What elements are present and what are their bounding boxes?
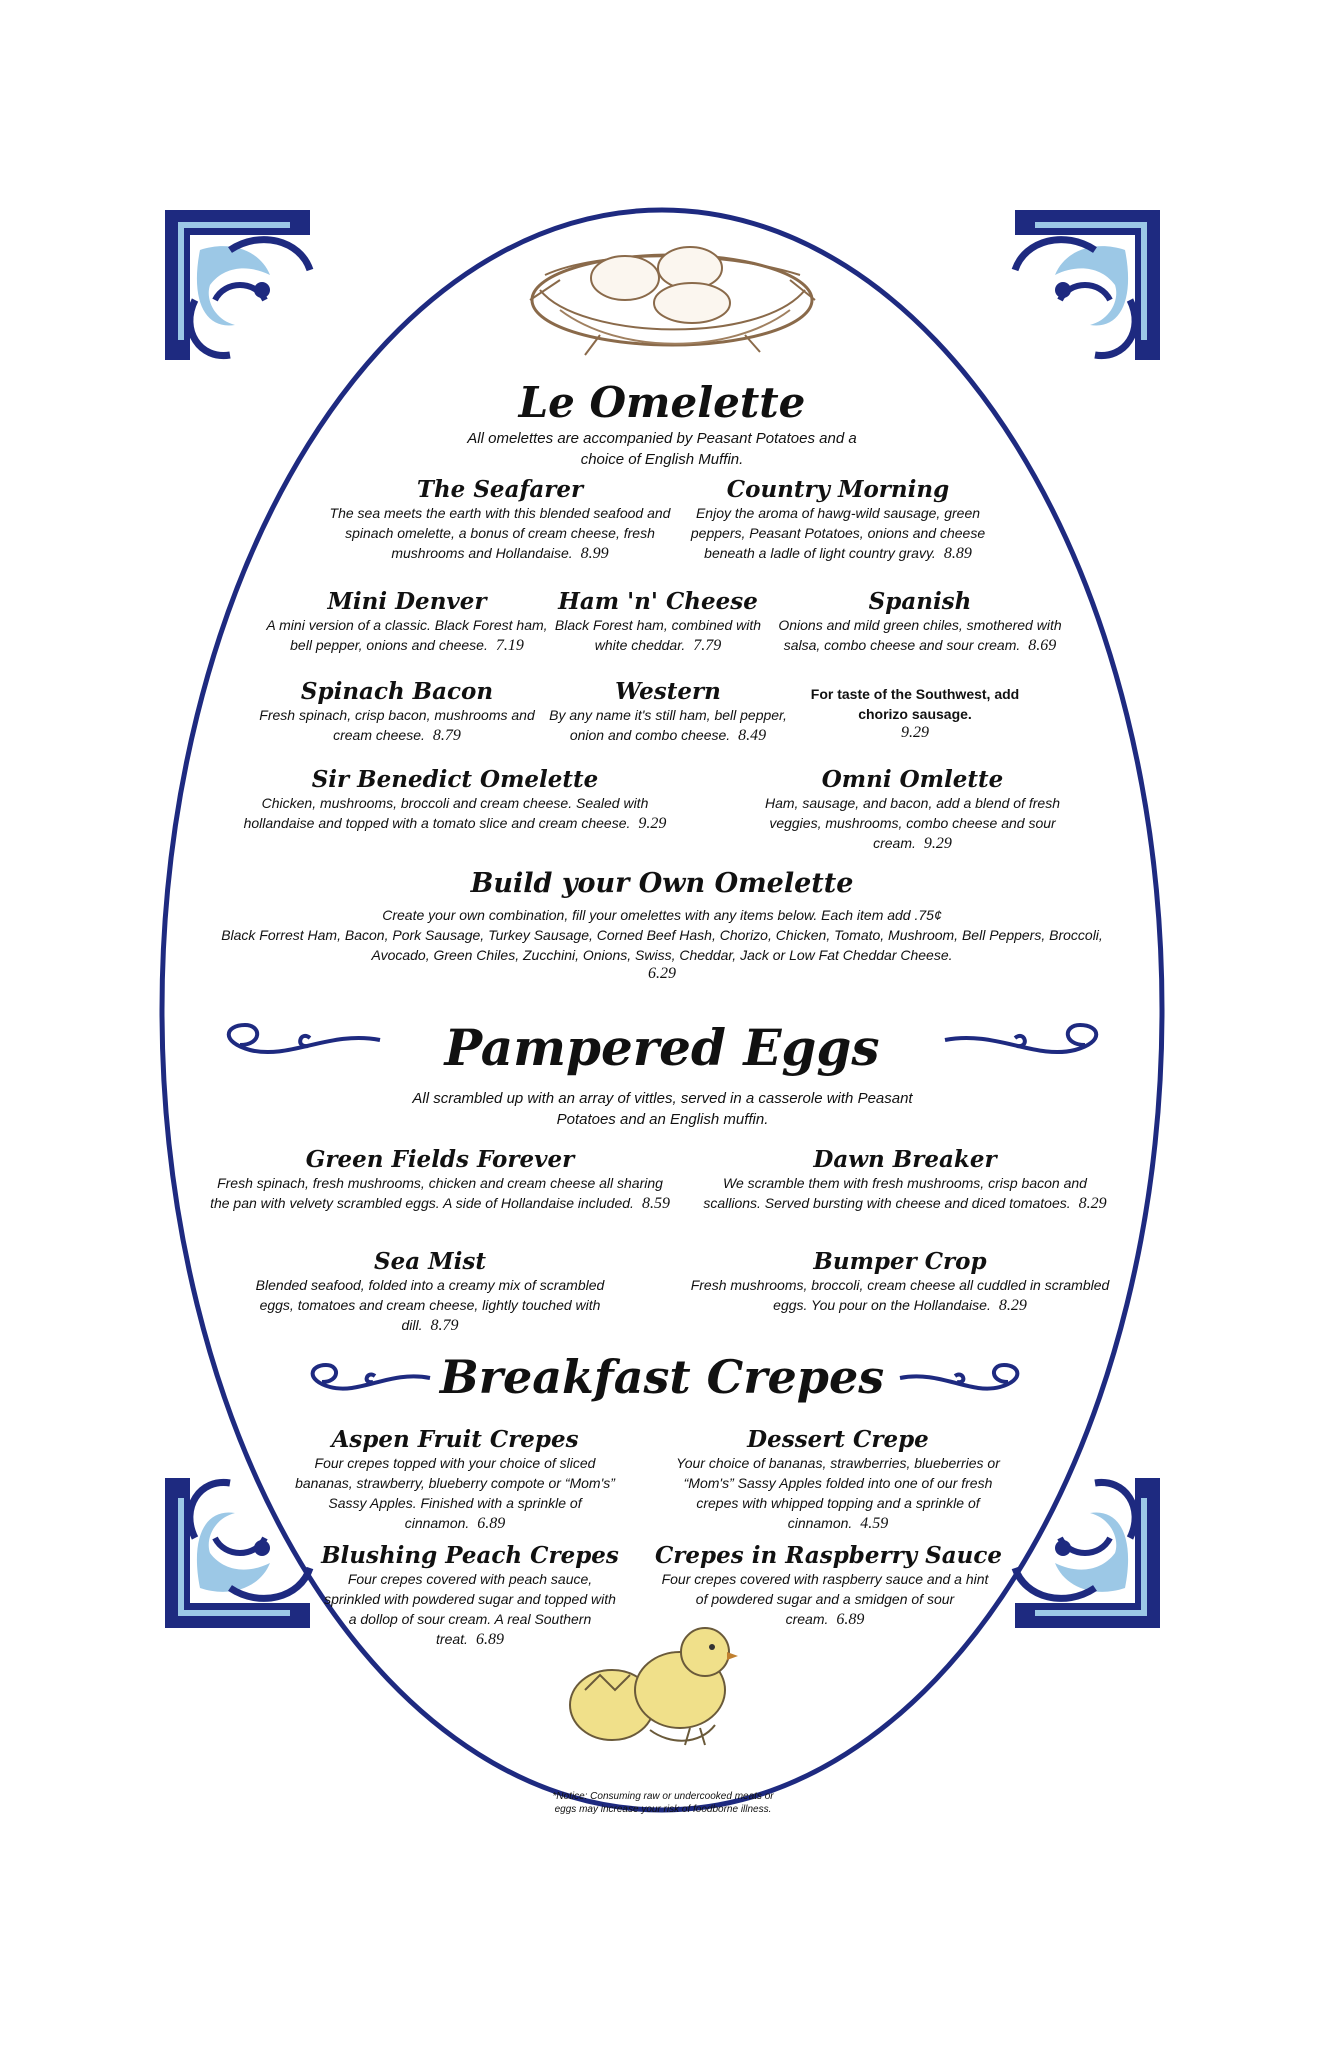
item-desc: Onions and mild green chiles, smothered with salsa, combo cheese and sour cream. 8.69 <box>778 617 1062 654</box>
item-price: 8.29 <box>998 1297 1027 1314</box>
item-price: 9.29 <box>923 835 952 852</box>
menu-item <box>688 476 988 564</box>
build-title: Build your Own Omelette <box>470 868 854 899</box>
southwest-text: For taste of the Southwest, add chorizo sausage. <box>810 686 1020 722</box>
item-desc: The sea meets the earth with this blended seafood and spinach omelette, a bonus of cream cheese, fresh mushrooms and Hollandaise. 8.99 <box>329 505 671 562</box>
section-title-omelette: Le Omelette <box>518 378 806 427</box>
item-desc: Ham, sausage, and bacon, add a blend of fresh veggies, mushrooms, combo cheese and sour cream. 9.29 <box>765 795 1060 852</box>
item-name: Dessert Crepe <box>747 1426 929 1453</box>
item-desc: Black Forest ham, combined with white cheddar. 7.79 <box>554 617 762 654</box>
item-price: 6.89 <box>836 1611 865 1628</box>
item-desc: A mini version of a classic. Black Forest ham, bell pepper, onions and cheese. 7.19 <box>266 617 548 654</box>
southwest-note <box>805 684 1025 742</box>
item-name: Sir Benedict Omelette <box>311 766 599 793</box>
item-name: Aspen Fruit Crepes <box>331 1426 579 1453</box>
menu-item <box>285 1426 625 1534</box>
item-name: Bumper Crop <box>813 1248 987 1275</box>
item-price: 8.49 <box>738 727 767 744</box>
section-title-crepes: Breakfast Crepes <box>439 1350 885 1404</box>
build-line-1: Create your own combination, fill your omelettes with any items below. Each item add .75¢ <box>382 907 942 923</box>
menu-item <box>668 1426 1008 1534</box>
build-line-2: Black Forrest Ham, Bacon, Pork Sausage, Turkey Sausage, Corned Beef Hash, Chorizo, Chicken, Tomato, Mushroom, Bell Peppers, Broccoli, <box>221 927 1103 943</box>
corner-ornament-top-left <box>165 210 310 360</box>
item-price: 7.79 <box>693 637 722 654</box>
item-name: Blushing Peach Crepes <box>321 1542 619 1569</box>
item-price: 6.89 <box>477 1515 506 1532</box>
menu-item <box>320 476 680 564</box>
item-price: 6.89 <box>475 1631 504 1648</box>
menu-item <box>230 766 680 834</box>
item-name: Western <box>615 678 721 705</box>
menu-item <box>548 678 788 746</box>
menu-item <box>695 1146 1115 1214</box>
item-desc: Enjoy the aroma of hawg-wild sausage, green peppers, Peasant Potatoes, onions and cheese beneath a ladle of light country gravy. 8.89 <box>690 505 986 562</box>
omelette-intro: All omelettes are accompanied by Peasant Potatoes and a choice of English Muffin. <box>467 430 857 468</box>
flourish-right-crepes <box>900 1365 1017 1389</box>
item-name: Omni Omlette <box>821 766 1004 793</box>
menu-item <box>770 588 1070 656</box>
item-desc: Fresh spinach, fresh mushrooms, chicken and cream cheese all sharing the pan with velvety scrambled eggs. A side of Hollandaise included. 8.59 <box>210 1175 670 1212</box>
item-desc: Your choice of bananas, strawberries, blueberries or “Mom's” Sassy Apples folded into one of our fresh crepes with whipped topping and a sprinkle of cinnamon. 4.59 <box>676 1455 1000 1532</box>
item-name: Spinach Bacon <box>300 678 494 705</box>
item-desc: By any name it's still ham, bell pepper, onion and combo cheese. 8.49 <box>549 707 787 744</box>
item-name: Crepes in Raspberry Sauce <box>655 1542 1002 1569</box>
item-desc: Four crepes topped with your choice of sliced bananas, strawberry, blueberry compote or “Mom's” Sassy Apples. Finished with a sprinkle of cinnamon. 6.89 <box>295 1455 615 1532</box>
item-desc: Four crepes covered with raspberry sauce and a hint of powdered sugar and a smidgen of sour cream. 6.89 <box>661 1571 989 1628</box>
corner-ornament-top-right <box>1015 210 1160 360</box>
menu-item <box>240 1248 620 1336</box>
item-price: 4.59 <box>860 1515 889 1532</box>
section-title-eggs: Pampered Eggs <box>444 1018 880 1077</box>
menu-item <box>210 1146 670 1214</box>
menu-item <box>655 1542 1002 1630</box>
item-desc: Fresh spinach, crisp bacon, mushrooms and cream cheese. 8.79 <box>259 707 535 744</box>
item-desc: Chicken, mushrooms, broccoli and cream cheese. Sealed with hollandaise and topped with a tomato slice and cream cheese. 9.29 <box>243 795 667 832</box>
eggs-intro: All scrambled up with an array of vittles, served in a casserole with Peasant Potatoes and an English muffin. <box>412 1090 913 1128</box>
item-desc: We scramble them with fresh mushrooms, crisp bacon and scallions. Served bursting with cheese and diced tomatoes. 8.29 <box>703 1175 1107 1212</box>
item-price: 8.29 <box>1078 1195 1107 1212</box>
item-price: 8.79 <box>432 727 461 744</box>
menu-item <box>690 1248 1110 1316</box>
menu-item <box>252 678 542 746</box>
health-notice: *Notice: Consuming raw or undercooked meats or eggs may increase your risk of foodborne illness. <box>552 1791 774 1815</box>
item-name: Country Morning <box>726 476 950 503</box>
item-desc: Four crepes covered with peach sauce, sprinkled with powdered sugar and topped with a dollop of sour cream. A real Southern treat. 6.89 <box>324 1571 616 1648</box>
item-price: 9.29 <box>638 815 667 832</box>
item-price: 8.89 <box>943 545 972 562</box>
item-name: The Seafarer <box>416 476 584 503</box>
item-name: Spanish <box>868 588 972 615</box>
item-price: 8.69 <box>1028 637 1057 654</box>
menu-item <box>320 1542 620 1650</box>
item-name: Ham 'n' Cheese <box>558 588 758 615</box>
menu-item <box>262 588 552 656</box>
item-price: 8.99 <box>580 545 609 562</box>
flourish-left-eggs <box>229 1025 380 1052</box>
item-price: 8.79 <box>430 1317 459 1334</box>
item-desc: Blended seafood, folded into a creamy mix of scrambled eggs, tomatoes and cream cheese, lightly touched with dill. 8.79 <box>255 1277 605 1334</box>
item-desc: Fresh mushrooms, broccoli, cream cheese all cuddled in scrambled eggs. You pour on the Hollandaise. 8.29 <box>690 1277 1110 1314</box>
item-price: 7.19 <box>495 637 524 654</box>
item-name: Sea Mist <box>374 1248 486 1275</box>
build-price: 6.29 <box>648 965 676 982</box>
item-name: Green Fields Forever <box>305 1146 575 1173</box>
southwest-price: 9.29 <box>901 724 929 741</box>
item-name: Mini Denver <box>327 588 487 615</box>
corner-ornament-bottom-right <box>1015 1478 1160 1628</box>
menu-item <box>740 766 1085 854</box>
item-price: 8.59 <box>641 1195 670 1212</box>
nest-illustration <box>530 247 815 355</box>
build-your-own <box>212 868 1112 983</box>
build-line-3: Avocado, Green Chiles, Zucchini, Onions, Swiss, Cheddar, Jack or Low Fat Cheddar Cheese. <box>371 947 953 963</box>
item-name: Dawn Breaker <box>813 1146 997 1173</box>
flourish-right-eggs <box>945 1025 1096 1052</box>
menu-item <box>553 588 763 656</box>
